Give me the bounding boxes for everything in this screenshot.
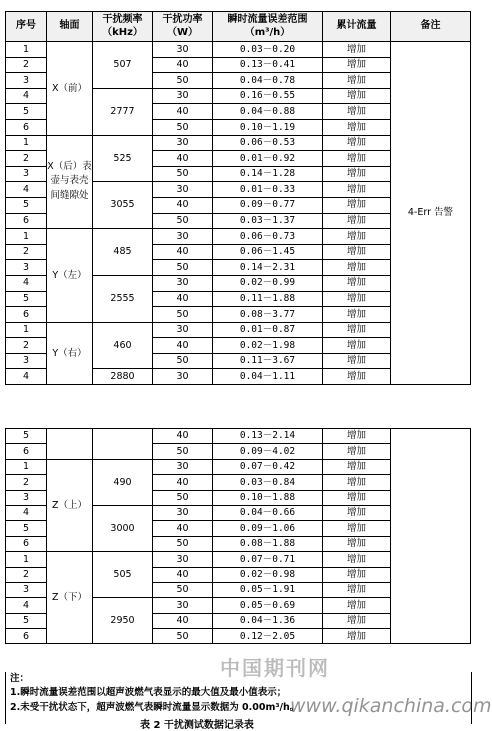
table-row: 6 50 0.08－1.88 增加 <box>6 536 471 551</box>
table-row: 4 2880 30 0.04－1.11 增加 <box>6 369 471 385</box>
note-line-2: 2.未受干扰状态下，超声波燃气表瞬时流量显示数据为 0.00m³/h。 <box>10 701 300 713</box>
test-data-table-part1 <box>5 11 471 385</box>
freq-cell: 3000 <box>93 505 153 551</box>
table-row: 2 40 0.01－0.92 增加 <box>6 151 471 167</box>
header-row <box>6 12 471 42</box>
table-row: 5 40 0.04－1.36 增加 <box>6 613 471 628</box>
freq-cell: 2555 <box>93 275 153 322</box>
table-row: 2 40 0.06－1.45 增加 <box>6 244 471 260</box>
freq-cell <box>93 429 153 460</box>
table-row: 1 Y（左） 485 30 0.06－0.73 增加 <box>6 229 471 245</box>
freq-cell: 460 <box>93 322 153 369</box>
freq-cell: 2950 <box>93 598 153 644</box>
notes-title: 注： <box>10 673 30 684</box>
remark-cell-empty <box>391 429 471 644</box>
freq-cell: 490 <box>93 459 153 505</box>
freq-cell: 2777 <box>93 88 153 135</box>
header-remark: 备注 <box>391 12 471 42</box>
table-row: 3 50 0.14－2.31 增加 <box>6 260 471 276</box>
freq-cell: 507 <box>93 42 153 89</box>
freq-cell: 505 <box>93 552 153 598</box>
table-row: 1 Y（右） 460 30 0.01－0.87 增加 <box>6 322 471 338</box>
axis-cell: Y（右） <box>47 322 93 384</box>
table-row: 3 50 0.14－1.28 增加 <box>6 166 471 182</box>
header-frequency: 干扰频率（kHz） <box>93 12 153 42</box>
table-row: 6 50 0.03－1.37 增加 <box>6 213 471 229</box>
table-row: 6 50 0.12－2.05 增加 <box>6 629 471 644</box>
table-row: 2 40 0.13－0.41 增加 <box>6 57 471 73</box>
header-index: 序号 <box>6 12 47 42</box>
table-row: 5 40 0.13－2.14 增加 <box>6 429 471 444</box>
axis-cell: Z（上） <box>47 459 93 551</box>
table-row: 6 50 0.10－1.19 增加 <box>6 119 471 135</box>
axis-cell: X（后）表壶与表壳间缝隙处 <box>47 135 93 229</box>
watermark-chinese: 中国期刊网 <box>220 656 330 680</box>
axis-cell: X（前） <box>47 42 93 136</box>
header-axis: 轴面 <box>47 12 93 42</box>
table-row: 4 2950 30 0.05－0.69 增加 <box>6 598 471 613</box>
axis-cell <box>47 429 93 460</box>
table-row: 5 40 0.09－1.06 增加 <box>6 521 471 536</box>
table-row: 3 50 0.11－3.67 增加 <box>6 353 471 369</box>
note-line-1: 1.瞬时流量误差范围以超声波燃气表显示的最大值及最小值表示； <box>10 687 287 699</box>
table-row: 2 40 0.03－0.84 增加 <box>6 475 471 490</box>
remark-cell: 4-Err 告警 <box>391 42 471 385</box>
table-row: 3 50 0.10－1.88 增加 <box>6 490 471 505</box>
header-error-range: 瞬时流量误差范围（m³/h） <box>213 12 323 42</box>
table-caption: 表 2 干扰测试数据记录表 <box>140 720 254 731</box>
freq-cell: 485 <box>93 229 153 276</box>
table-row: 2 40 0.02－1.98 增加 <box>6 338 471 354</box>
table-row: 5 40 0.04－0.88 增加 <box>6 104 471 120</box>
freq-cell: 3055 <box>93 182 153 229</box>
freq-cell: 2880 <box>93 369 153 385</box>
table-row: 4 2777 30 0.16－0.55 增加 <box>6 88 471 104</box>
table-row: 4 2555 30 0.02－0.99 增加 <box>6 275 471 291</box>
header-power: 干扰功率（W） <box>153 12 213 42</box>
axis-cell: Y（左） <box>47 229 93 323</box>
table-row: 6 50 0.08－3.77 增加 <box>6 307 471 323</box>
watermark-url: www.qikanchina.com <box>290 695 492 717</box>
table-row: 6 50 0.09－4.02 增加 <box>6 444 471 459</box>
table-row: 1 X（后）表壶与表壳间缝隙处 525 30 0.06－0.53 增加 <box>6 135 471 151</box>
axis-cell: Z（下） <box>47 552 93 644</box>
table-row: 1 X（前） 507 30 0.03－0.20 增加 4-Err 告警 <box>6 42 471 58</box>
table-row: 5 40 0.11－1.88 增加 <box>6 291 471 307</box>
test-data-table-part2 <box>5 428 471 644</box>
table-row: 3 50 0.04－0.78 增加 <box>6 73 471 89</box>
table-row: 4 3055 30 0.01－0.33 增加 <box>6 182 471 198</box>
header-cumulative: 累计流量 <box>323 12 391 42</box>
table-row: 1 Z（下） 505 30 0.07－0.71 增加 <box>6 552 471 567</box>
table-row: 5 40 0.09－0.77 增加 <box>6 197 471 213</box>
table-row: 4 3000 30 0.04－0.66 增加 <box>6 505 471 520</box>
table-row: 1 Z（上） 490 30 0.07－0.42 增加 <box>6 459 471 474</box>
table-row: 2 40 0.02－0.98 增加 <box>6 567 471 582</box>
table-row: 3 50 0.05－1.91 增加 <box>6 582 471 597</box>
freq-cell: 525 <box>93 135 153 182</box>
